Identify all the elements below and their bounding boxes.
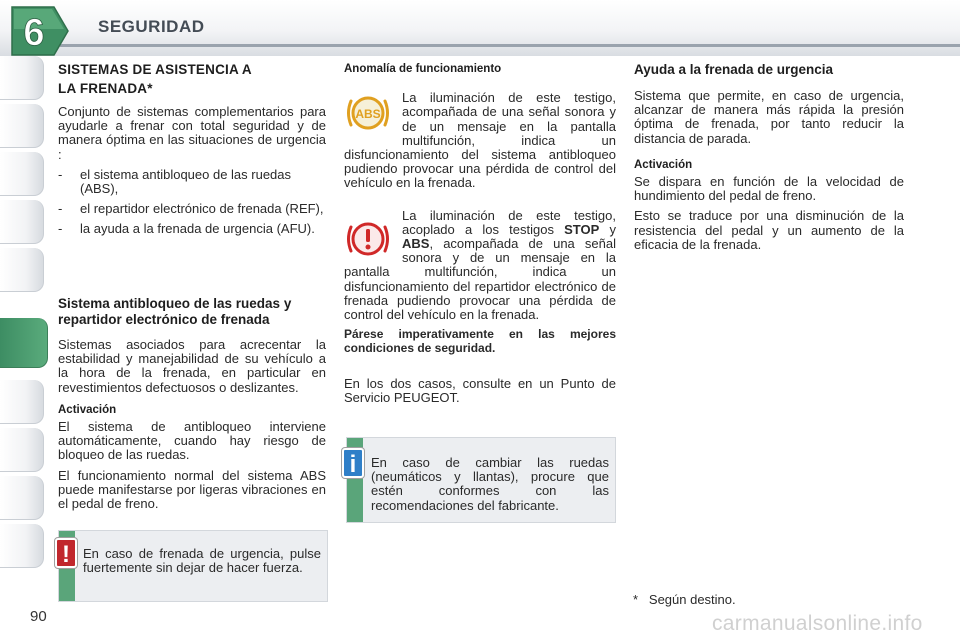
chapter-tab-7[interactable] — [0, 380, 44, 424]
list-item: - el repartidor electrónico de frenada (REF), — [58, 201, 324, 217]
chapter-tab-2[interactable] — [0, 104, 44, 148]
chapter-title: SEGURIDAD — [98, 17, 205, 36]
abs-section-text: Sistemas asociados para acrecentar la estabilidad y manejabilidad de su vehículo a la hora de la frenada, en particular en revestimientos defectuosos o deslizantes. — [58, 337, 326, 395]
abs-warning-light-icon — [344, 91, 396, 139]
middle-column — [344, 62, 616, 412]
warning-note-text: En caso de frenada de urgencia, pulse fuertemente sin dejar de hacer fuerza. — [83, 546, 321, 576]
page-number: 90 — [30, 608, 47, 625]
left-column — [58, 60, 326, 243]
section-title: SISTEMAS DE ASISTENCIA A LA FRENADA* — [58, 62, 252, 96]
abs-section-title: Sistema antibloqueo de las ruedas y repartidor electrónico de frenada — [58, 296, 292, 327]
chapter-tab-1[interactable] — [0, 56, 44, 100]
chapter-tab-9[interactable] — [0, 476, 44, 520]
info-icon: i — [342, 448, 364, 478]
abs-warning-text: La iluminación de este testigo, acompañada de una señal sonora y de un mensaje en la pantalla multifunción, indica un disfuncionamiento del sistema antibloqueo pudiendo provocar una pérdida de control del vehículo en la frenada. — [344, 90, 616, 191]
emergency-activation-text-2: Esto se traduce por una disminución de la resistencia del pedal y un aumento de la eficacia de la frenada. — [634, 208, 904, 252]
emergency-brake-intro: Sistema que permite, en caso de urgencia, alcanzar de manera más rápida la presión óptima de frenada, por tanto reducir la distancia de parada. — [634, 88, 904, 146]
stop-warning-text: Párese imperativamente en las mejores condiciones de seguridad. — [344, 327, 616, 355]
exclamation-warning-icon: ! — [55, 538, 77, 568]
abs-section — [58, 296, 326, 517]
info-note-text: En caso de cambiar las ruedas (neumáticos y llantas), procure que estén conformes con las recomendaciones del fabricante. — [371, 455, 609, 513]
chapter-badge — [6, 5, 70, 57]
info-note — [346, 437, 616, 523]
malfunction-title: Anomalía de funcionamiento — [344, 63, 502, 75]
activation-text-2: El funcionamiento normal del sistema ABS puede manifestarse por ligeras vibraciones en el pedal de freno. — [58, 467, 326, 512]
emergency-brake-title: Ayuda a la frenada de urgencia — [634, 62, 834, 77]
service-text: En los dos casos, consulte en un Punto de Servicio PEUGEOT. — [344, 376, 616, 406]
chapter-tab-6-active[interactable] — [0, 318, 48, 368]
activation-text-1: El sistema de antibloqueo interviene automáticamente, cuando hay riesgo de bloqueo de las ruedas. — [58, 419, 326, 463]
list-item: - la ayuda a la frenada de urgencia (AFU). — [58, 221, 315, 237]
activation-title: Activación — [58, 403, 117, 416]
chapter-tab-8[interactable] — [0, 428, 44, 472]
chapter-tab-4[interactable] — [0, 200, 44, 244]
chapter-tab-5[interactable] — [0, 248, 44, 292]
chapter-number: 6 — [23, 12, 45, 54]
brake-warning-light-icon — [344, 217, 396, 265]
svg-text:ABS: ABS — [355, 107, 381, 122]
right-column — [634, 62, 904, 258]
list-item: - el sistema antibloqueo de las ruedas (ABS), — [58, 166, 292, 197]
activation-title: Activación — [634, 158, 693, 171]
chapter-tab-10[interactable] — [0, 524, 44, 568]
header-rule — [60, 44, 960, 47]
abs-label: ABS — [402, 236, 430, 252]
intro-text: Conjunto de sistemas complementarios para ayudarle a frenar con total seguridad y de manera óptima en las situaciones de urgencia : — [58, 104, 326, 162]
emergency-activation-text-1: Se dispara en función de la velocidad de hundimiento del pedal de freno. — [634, 174, 904, 204]
stop-label: STOP — [564, 221, 600, 237]
watermark: carmanualsonline.info — [712, 612, 923, 635]
ref-warning-block: La iluminación de este testigo, acoplado a los testigos STOP y ABS, acompañada de una señal sonora y de un mensaje en la pantalla multifunción, indica un disfuncionamiento del repartidor electrónico de frenada pudiendo provocar una pérdida de control del vehículo en la frenada. — [344, 207, 616, 323]
footnote: * Según destino. — [633, 592, 736, 607]
abs-warning-block — [344, 91, 616, 190]
chapter-tab-3[interactable] — [0, 152, 44, 196]
warning-note — [58, 530, 328, 602]
